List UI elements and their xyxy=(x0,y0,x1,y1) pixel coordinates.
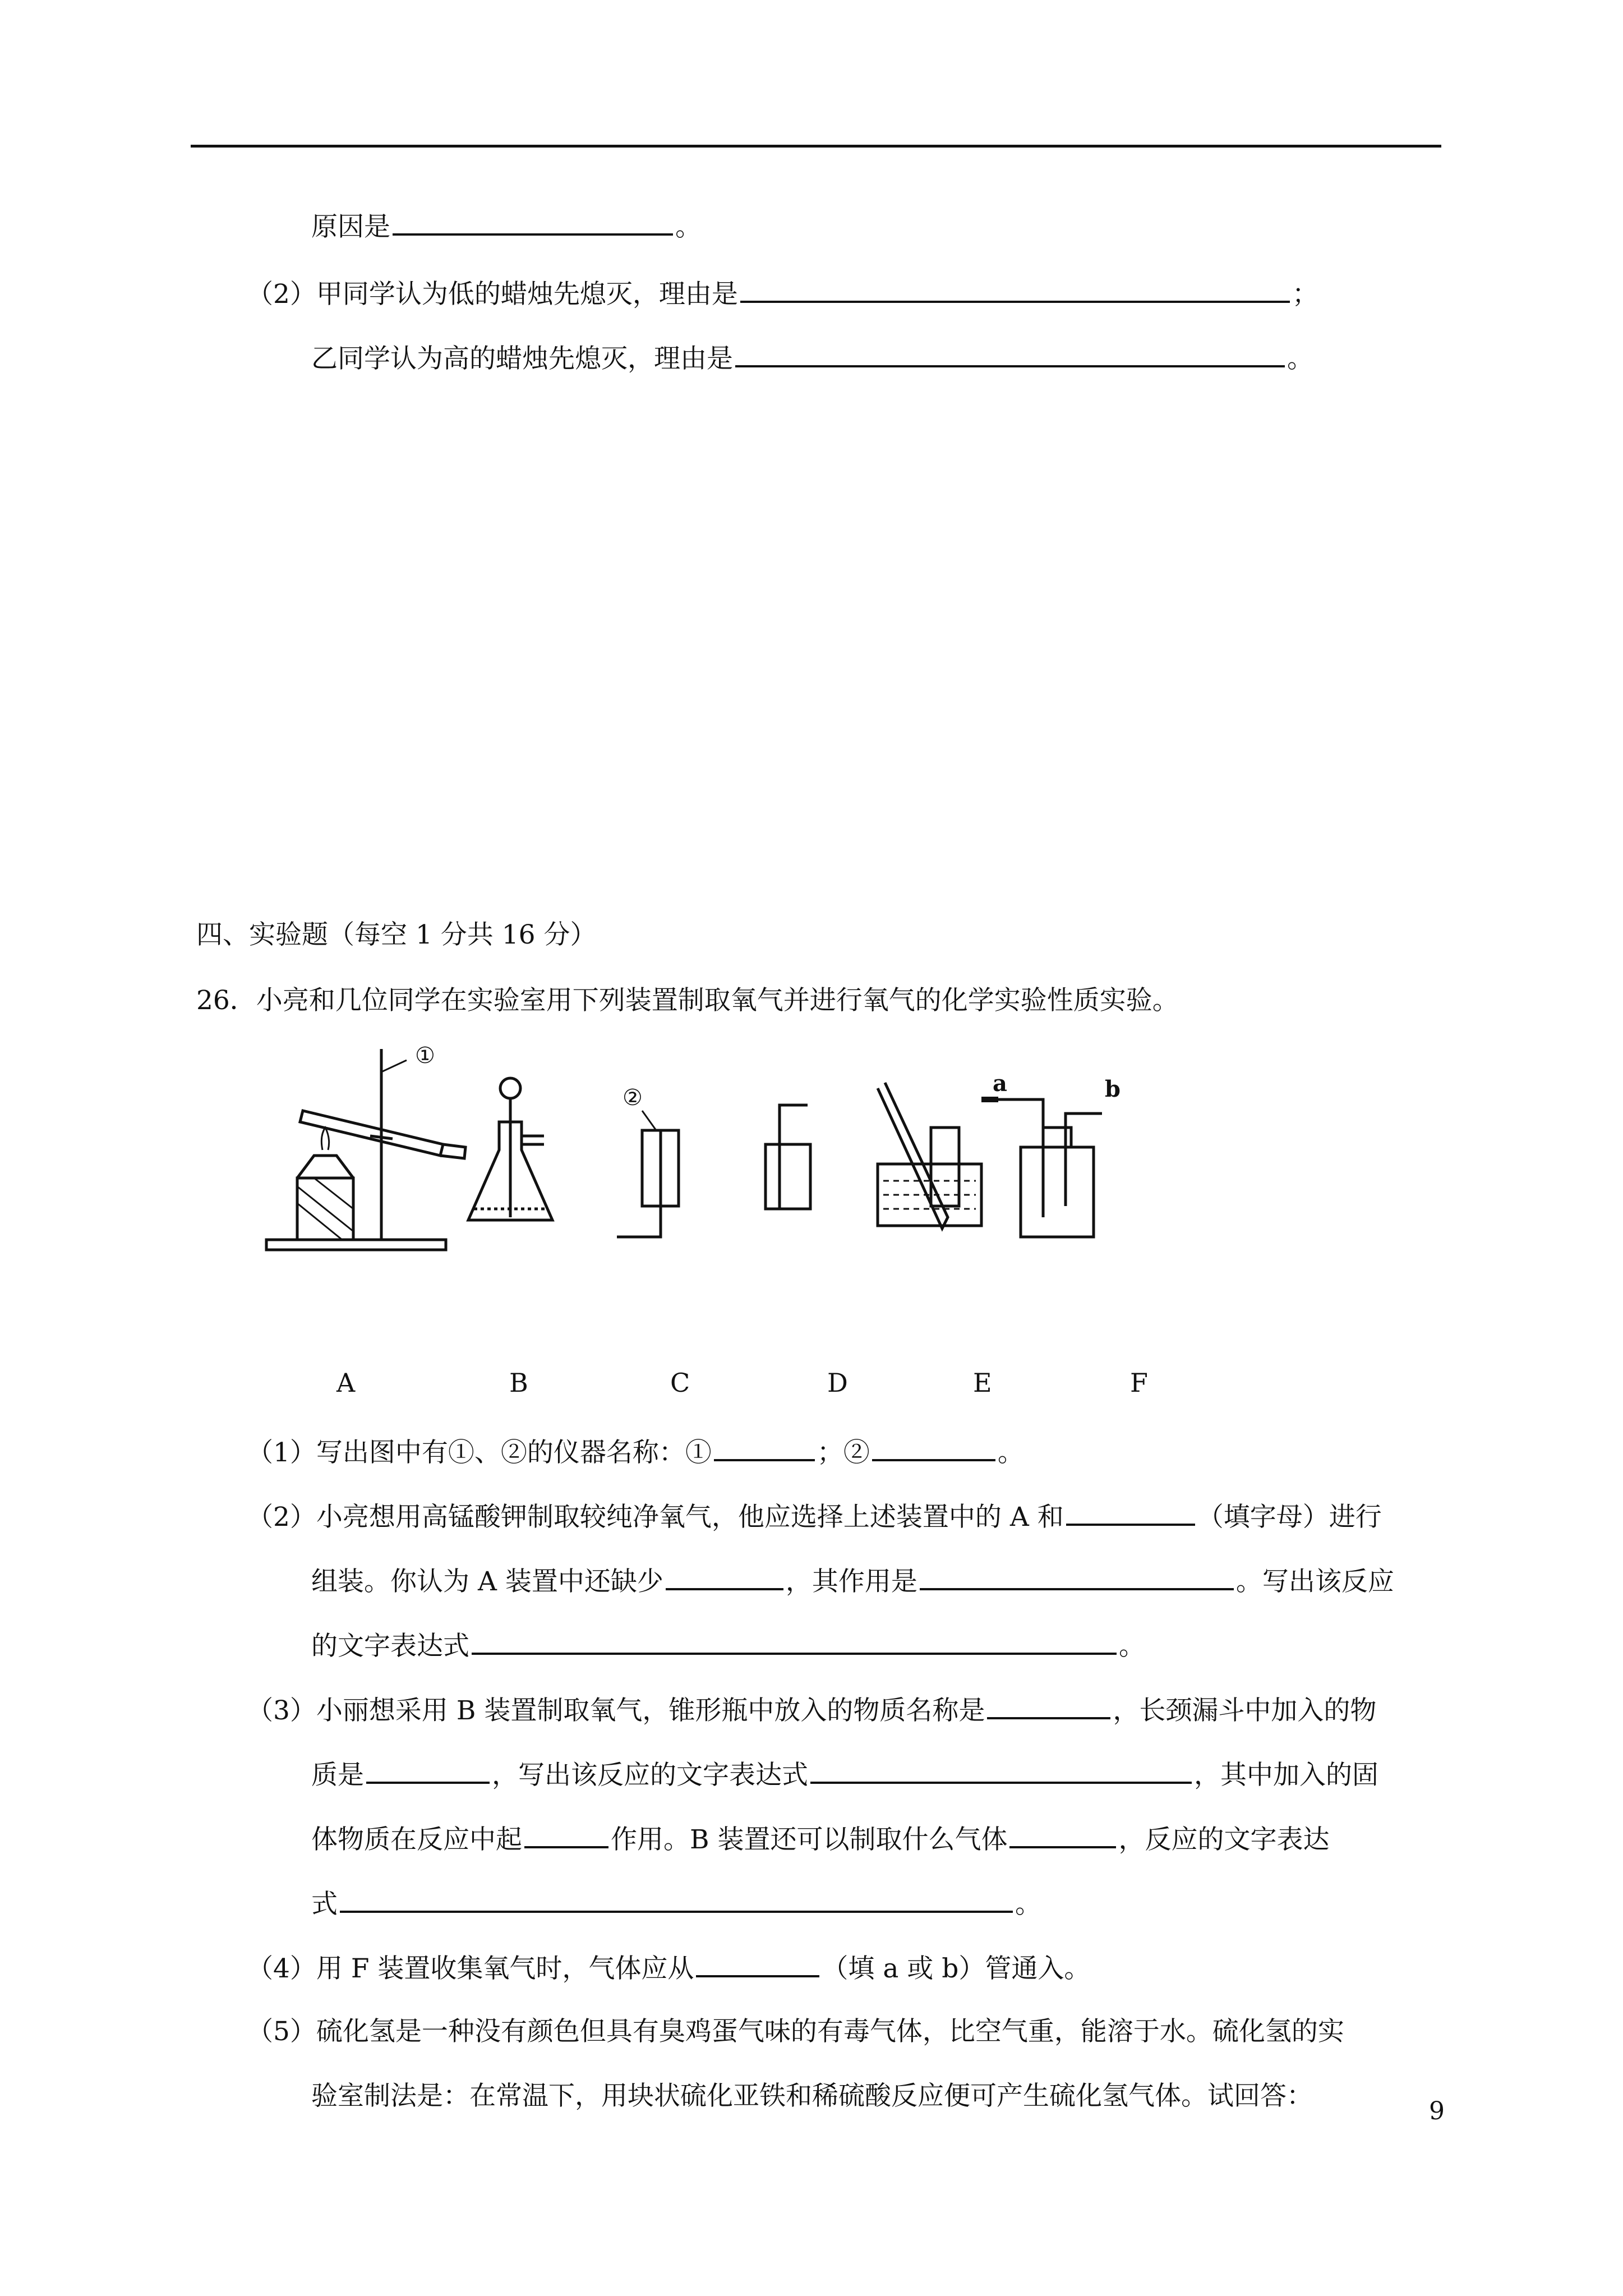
q3-line-3: 体物质在反应中起 作用。B 装置还可以制取什么气体 ，反应的文字表达 xyxy=(311,1820,1329,1858)
apparatus-b xyxy=(468,1078,552,1220)
answer-blank[interactable] xyxy=(740,275,1290,303)
answer-blank[interactable] xyxy=(920,1562,1234,1590)
tube-b-label: b xyxy=(1105,1076,1121,1102)
header-rule xyxy=(191,145,1441,148)
answer-blank[interactable] xyxy=(472,1627,1117,1655)
apparatus-e xyxy=(878,1083,981,1228)
mark-2: ② xyxy=(623,1085,643,1111)
answer-blank[interactable] xyxy=(666,1562,783,1590)
apparatus-figure xyxy=(252,1038,1262,1273)
answer-blank[interactable] xyxy=(393,208,673,236)
q26-stem: 26．小亮和几位同学在实验室用下列装置制取氧气并进行氧气的化学实验性质实验。 xyxy=(196,985,1179,1016)
q25-2-line-a: （2）甲同学认为低的蜡烛先熄灭，理由是 ； xyxy=(247,275,1318,312)
answer-blank[interactable] xyxy=(366,1756,490,1784)
tube-a-label: a xyxy=(993,1070,1007,1097)
apparatus-a xyxy=(266,1049,465,1250)
label-b: B xyxy=(509,1368,528,1398)
q2-line-3: 的文字表达式 。 xyxy=(311,1627,1145,1664)
q3-line-4: 式 。 xyxy=(311,1885,1041,1922)
section-title: 四、实验题（每空 1 分共 16 分） xyxy=(196,919,597,950)
answer-blank[interactable] xyxy=(872,1433,995,1461)
answer-blank[interactable] xyxy=(714,1433,815,1461)
label-d: D xyxy=(827,1368,848,1398)
mark-1: ① xyxy=(415,1043,435,1069)
label-a: A xyxy=(336,1368,356,1398)
answer-blank[interactable] xyxy=(696,1949,819,1977)
apparatus-d xyxy=(766,1105,810,1209)
answer-blank[interactable] xyxy=(987,1691,1110,1719)
q1-line: （1）写出图中有①、②的仪器名称：① ；② 。 xyxy=(247,1433,1024,1471)
q5-line-2: 验室制法是：在常温下，用块状硫化亚铁和稀硫酸反应便可产生硫化氢气体。试回答： xyxy=(311,2081,1313,2111)
answer-blank[interactable] xyxy=(1009,1820,1116,1848)
q3-line-2: 质是 ，写出该反应的文字表达式 ，其中加入的固 xyxy=(311,1756,1378,1793)
answer-blank[interactable] xyxy=(524,1820,608,1848)
q3-line-1: （3）小丽想采用 B 装置制取氧气，锥形瓶中放入的物质名称是 ，长颈漏斗中加入的物 xyxy=(247,1691,1376,1729)
answer-blank[interactable] xyxy=(340,1885,1013,1913)
q2-line-2: 组装。你认为 A 装置中还缺少 ，其作用是 。写出该反应 xyxy=(311,1562,1394,1600)
apparatus-c xyxy=(617,1111,679,1237)
q2-line-1: （2）小亮想用高锰酸钾制取较纯净氧气，他应选择上述装置中的 A 和 （填字母）进行 xyxy=(247,1498,1382,1535)
page-number: 9 xyxy=(1429,2097,1445,2125)
answer-blank[interactable] xyxy=(735,339,1285,367)
label-e: E xyxy=(973,1368,992,1398)
q25-2-line-b: 乙同学认为高的蜡烛先熄灭，理由是 。 xyxy=(311,339,1313,377)
apparatus-f xyxy=(981,1099,1102,1237)
answer-blank[interactable] xyxy=(810,1756,1192,1784)
q25-line-reason: 原因是 。 xyxy=(311,208,702,245)
label-f: F xyxy=(1130,1368,1148,1398)
label-c: C xyxy=(670,1368,690,1398)
answer-blank[interactable] xyxy=(1066,1498,1195,1526)
q4-line: （4）用 F 装置收集氧气时，气体应从 （填 a 或 b）管通入。 xyxy=(247,1949,1090,1987)
q5-line-1: （5）硫化氢是一种没有颜色但具有臭鸡蛋气味的有毒气体，比空气重，能溶于水。硫化氢的实 xyxy=(247,2016,1344,2047)
